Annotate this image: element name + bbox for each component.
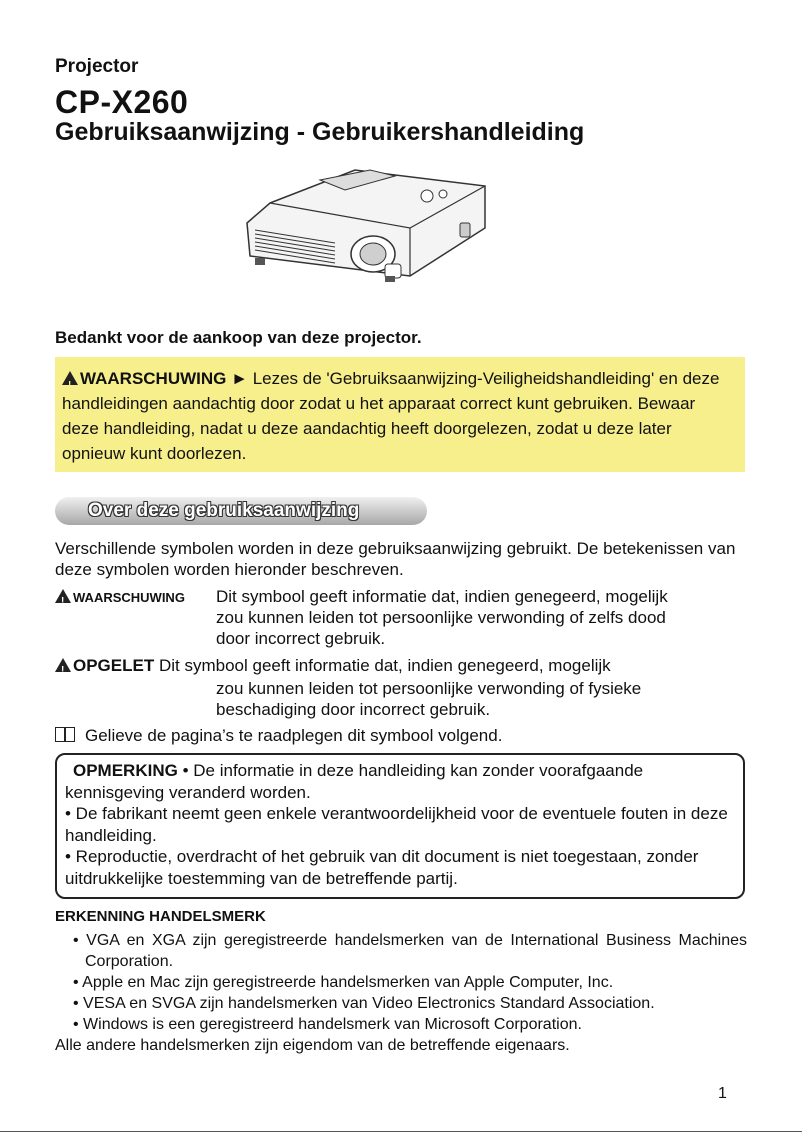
page-number: 1 — [718, 1085, 727, 1102]
book-icon — [55, 727, 75, 742]
note-item: • Reproductie, overdracht of het gebruik van dit document is niet toegestaan, zonder uitdrukkelijke toestemming van de betreffende partij. — [65, 847, 699, 888]
warning-paragraph — [55, 357, 745, 466]
bottom-rule — [0, 1131, 802, 1132]
warning-label: WAARSCHUWING — [80, 369, 227, 388]
section-intro: Verschillende symbolen worden in deze gebruiksaanwijzing gebruikt. De betekenissen van deze symbolen worden hieronder beschreven. — [55, 539, 736, 579]
symbol-caution-line: Dit symbool geeft informatie dat, indien genegeerd, mogelijk — [158, 656, 611, 675]
document-category: Projector — [55, 56, 139, 77]
manual-subtitle: Gebruiksaanwijzing - Gebruikershandleiding — [55, 118, 585, 146]
symbol-warning-row — [55, 586, 185, 608]
note-label: OPMERKING — [73, 761, 178, 780]
symbol-warning-line: zou kunnen leiden tot persoonlijke verwonding of zelfs dood — [216, 608, 666, 627]
note-text: • De informatie in deze handleiding kan zonder voorafgaande kennisgeving veranderd worden. — [65, 761, 644, 802]
trademark-heading: ERKENNING HANDELSMERK — [55, 908, 266, 925]
warning-icon — [55, 589, 71, 603]
symbol-warning-line: door incorrect gebruik. — [216, 629, 386, 648]
section-heading — [55, 497, 427, 525]
warning-box — [55, 357, 745, 472]
symbol-reference-text: Gelieve de pagina’s te raadplegen dit symbool volgend. — [85, 726, 503, 745]
symbol-caution-line: zou kunnen leiden tot persoonlijke verwonding of fysieke — [216, 679, 642, 698]
note-item: • De fabrikant neemt geen enkele verantwoordelijkheid voor de eventuele fouten in deze handleiding. — [65, 804, 728, 845]
note-item — [57, 755, 743, 803]
arrow-icon: ► — [231, 369, 248, 388]
symbol-caution-label: OPGELET — [73, 656, 155, 675]
model-title: CP-X260 — [55, 84, 189, 120]
thanks-line: Bedankt voor de aankoop van deze projector. — [55, 328, 422, 347]
trademark-item: • VGA en XGA zijn geregistreerde handelsmerken van de International Business Machines Corporation. — [73, 932, 747, 970]
note-box — [55, 753, 745, 899]
trademark-footer: Alle andere handelsmerken zijn eigendom van de betreffende eigenaars. — [55, 1037, 570, 1054]
trademark-item: • Windows is een geregistreerd handelsmerk van Microsoft Corporation. — [73, 1016, 582, 1033]
symbol-warning-line: Dit symbool geeft informatie dat, indien genegeerd, mogelijk — [216, 587, 668, 606]
symbol-reference-row — [55, 725, 502, 746]
projector-illustration — [235, 158, 495, 283]
caution-icon — [55, 658, 71, 672]
symbol-caution-row — [55, 655, 611, 676]
trademark-item: • Apple en Mac zijn geregistreerde handelsmerken van Apple Computer, Inc. — [73, 974, 614, 991]
section-title: Over deze gebruiksaanwijzing — [88, 500, 360, 521]
symbol-warning-label: WAARSCHUWING — [73, 590, 185, 605]
trademark-item: • VESA en SVGA zijn handelsmerken van Video Electronics Standard Association. — [73, 995, 655, 1012]
trademark-list — [55, 930, 747, 1056]
warning-text: Lezes de 'Gebruiksaanwijzing-Veiligheidshandleiding' en deze handleidingen aandachtig door zodat u het apparaat correct kunt gebruiken. Bewaar deze handleiding, nadat u deze aandachtig heeft doorgelezen, zodat u deze later opnieuw kunt doorlezen. — [62, 369, 720, 463]
symbol-caution-line: beschadiging door incorrect gebruik. — [216, 700, 491, 719]
warning-icon — [62, 371, 78, 385]
